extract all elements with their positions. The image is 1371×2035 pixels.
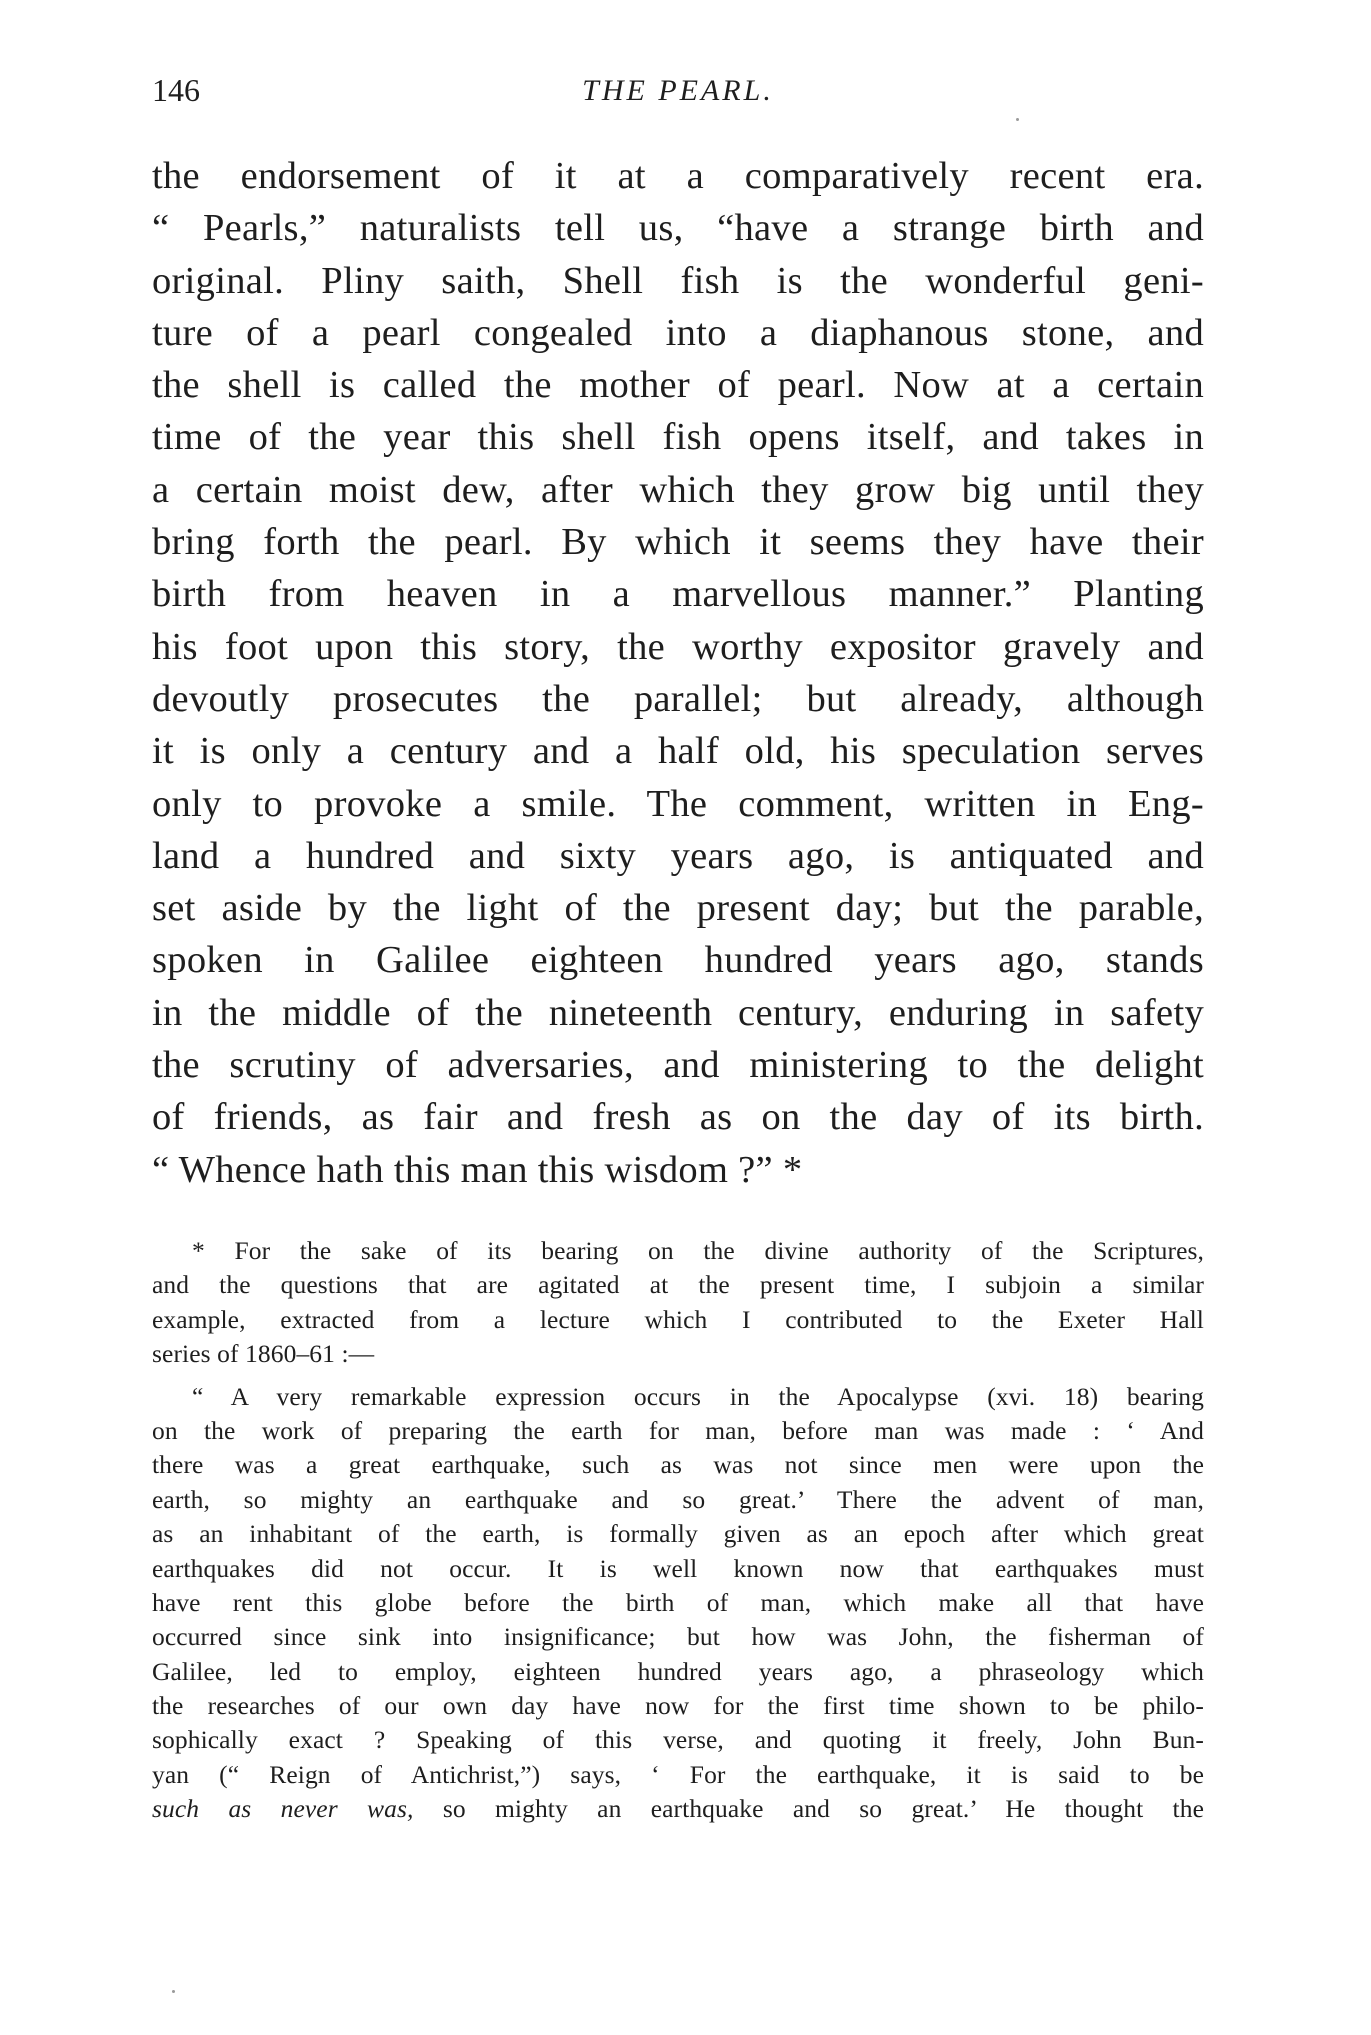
text-line: “ Pearls,” naturalists tell us, “have a strange birth and xyxy=(152,207,1204,250)
text-line: of friends, as fair and fresh as on the day of its birth. xyxy=(152,1096,1204,1139)
text-line: the scrutiny of adversaries, and ministering to the delight xyxy=(152,1044,1204,1087)
footnote-quote-line: sophically exact ? Speaking of this verse, and quoting it freely, John Bun- xyxy=(152,1725,1204,1755)
text-line: land a hundred and sixty years ago, is antiquated and xyxy=(152,834,1204,877)
text-line: birth from heaven in a marvellous manner.” Planting xyxy=(152,573,1204,616)
text-line: original. Pliny saith, Shell fish is the wonderful geni- xyxy=(152,259,1204,302)
footnote-line: and the questions that are agitated at the present time, I subjoin a similar xyxy=(152,1270,1204,1300)
footnote-quote-line: earthquakes did not occur. It is well known now that earthquakes must xyxy=(152,1553,1204,1583)
footnote-line: * For the sake of its bearing on the divine authority of the Scriptures, xyxy=(192,1236,1204,1265)
text-line: the endorsement of it at a comparatively recent era. xyxy=(152,155,1204,197)
text-line: devoutly prosecutes the parallel; but already, although xyxy=(152,677,1204,720)
text-line: his foot upon this story, the worthy expositor gravely and xyxy=(152,625,1204,668)
footnote-quote-line: as an inhabitant of the earth, is formally given as an epoch after which great xyxy=(152,1519,1204,1549)
paragraph-gap xyxy=(152,1372,1204,1380)
text-line: in the middle of the nineteenth century, enduring in safety xyxy=(152,991,1204,1034)
page-number: 146 xyxy=(152,72,200,108)
text-line: a certain moist dew, after which they grow big until they xyxy=(152,468,1204,511)
footnote-text-run: so mighty an earthquake and so great.’ He thought the xyxy=(413,1794,1205,1824)
footnote-quote-line: there was a great earthquake, such as was not since men were upon the xyxy=(152,1450,1204,1480)
page-header xyxy=(152,72,1204,122)
footnote-quote-line: earth, so mighty an earthquake and so great.’ There the advent of man, xyxy=(152,1484,1204,1514)
footnote-quote-line: the researches of our own day have now for the first time shown to be philo- xyxy=(152,1691,1204,1721)
text-line: it is only a century and a half old, his speculation serves xyxy=(152,730,1204,773)
text-line-final: “ Whence hath this man this wisdom ?” * xyxy=(152,1148,803,1191)
footnote-quote-line: on the work of preparing the earth for man, before man was made : ‘ And xyxy=(152,1415,1204,1445)
text-line: time of the year this shell fish opens itself, and takes in xyxy=(152,416,1204,459)
paper-speck xyxy=(172,1990,175,1993)
footnote-line: example, extracted from a lecture which I contributed to the Exeter Hall xyxy=(152,1304,1204,1334)
footnote-line: series of 1860–61 :— xyxy=(152,1339,375,1369)
text-line: the shell is called the mother of pearl. Now at a certain xyxy=(152,364,1204,407)
italic-phrase: such as never was, xyxy=(152,1794,414,1824)
text-line: only to provoke a smile. The comment, written in Eng- xyxy=(152,782,1204,825)
footnote-quote-line: occurred since sink into insignificance; but how was John, the fisherman of xyxy=(152,1622,1204,1652)
footnote-quote-line: have rent this globe before the birth of man, which make all that have xyxy=(152,1587,1204,1617)
main-paragraph xyxy=(152,150,1204,1196)
footnote-quote-line-final xyxy=(152,1792,1204,1826)
text-line: set aside by the light of the present day; but the parable, xyxy=(152,887,1204,930)
running-title: THE PEARL. xyxy=(582,74,774,107)
footnote xyxy=(152,1234,1204,1827)
text-line: ture of a pearl congealed into a diaphanous stone, and xyxy=(152,311,1204,354)
text-line: spoken in Galilee eighteen hundred years ago, stands xyxy=(152,939,1204,982)
footnote-quote-line: yan (“ Reign of Antichrist,”) says, ‘ For the earthquake, it is said to be xyxy=(152,1759,1204,1789)
footnote-quote-line: “ A very remarkable expression occurs in the Apocalypse (xvi. 18) bearing xyxy=(192,1381,1204,1411)
footnote-quote-line: Galilee, led to employ, eighteen hundred years ago, a phraseology which xyxy=(152,1656,1204,1686)
text-line: bring forth the pearl. By which it seems they have their xyxy=(152,521,1204,564)
paper-speck xyxy=(1016,118,1019,121)
